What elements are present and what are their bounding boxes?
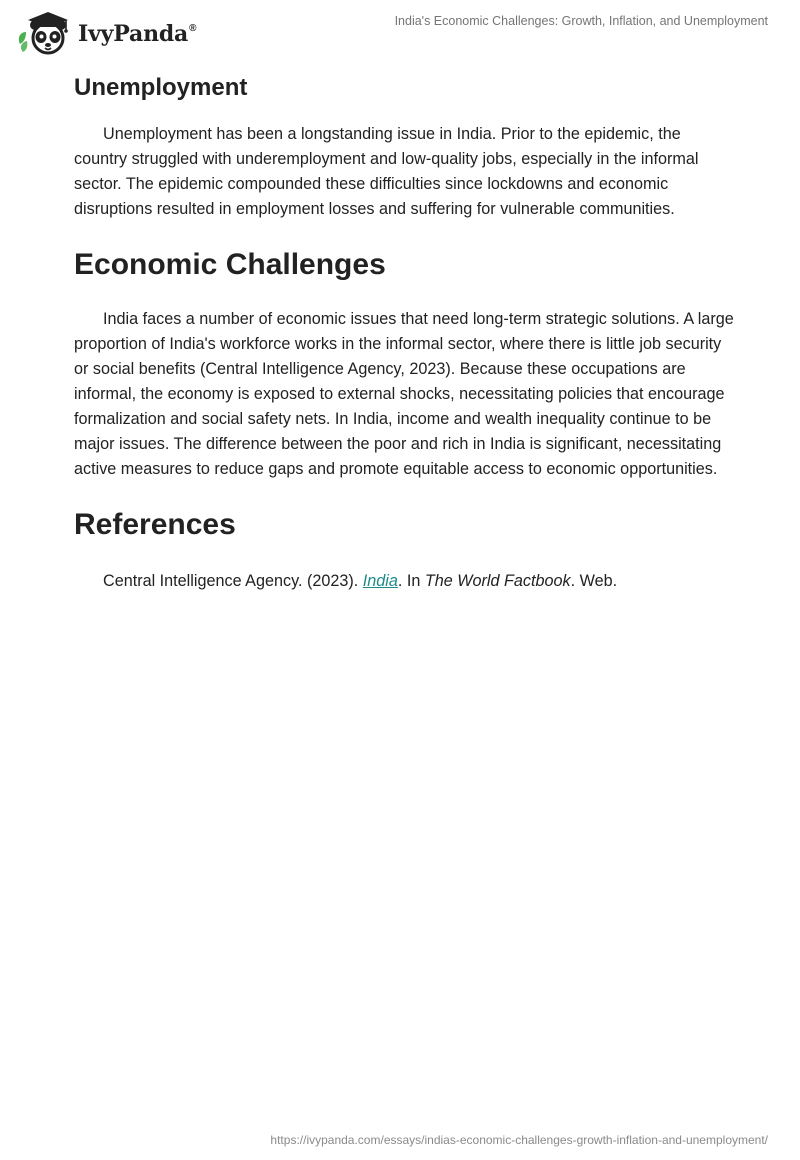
brand-name: IvyPanda® bbox=[78, 21, 197, 47]
paragraph-economic-challenges: India faces a number of economic issues that need long-term strategic solutions. A large proportion of India's workforce works in the informal sector, where there is little job security or social benefits (Central Intelligence Agency, 2023). Because these occupations are informal, the economy is exposed to external shocks, necessitating policies that encourage formalization and social safety nets. In India, income and wealth inequality continue to be major issues. The difference between the poor and rich in India is significant, necessitating active measures to reduce gaps and promote equitable access to economic opportunities. bbox=[74, 310, 734, 478]
document-title: India's Economic Challenges: Growth, Inflation, and Unemployment bbox=[394, 14, 768, 28]
reference-link-india[interactable]: India bbox=[362, 572, 398, 590]
heading-references: References bbox=[74, 508, 236, 541]
reference-source: The World Factbook bbox=[424, 572, 571, 590]
essay-content bbox=[74, 70, 734, 594]
heading-unemployment: Unemployment bbox=[74, 74, 248, 101]
ivypanda-logo[interactable] bbox=[16, 10, 196, 56]
page-header bbox=[0, 0, 800, 64]
reference-suffix: . Web. bbox=[570, 572, 618, 590]
reference-entry bbox=[74, 569, 734, 594]
panda-graduate-icon bbox=[16, 10, 78, 56]
reference-connector: . In bbox=[397, 572, 425, 590]
paragraph-unemployment: Unemployment has been a longstanding issue in India. Prior to the epidemic, the country struggled with underemployment and low-quality jobs, especially in the informal sector. The epidemic compounded these difficulties since lockdowns and economic disruptions resulted in employment losses and suffering for vulnerable communities. bbox=[74, 125, 699, 218]
heading-economic-challenges: Economic Challenges bbox=[74, 248, 386, 281]
registered-mark: ® bbox=[189, 23, 197, 34]
reference-authors: Central Intelligence Agency. (2023). bbox=[103, 572, 363, 590]
footer-url[interactable]: https://ivypanda.com/essays/indias-economic-challenges-growth-inflation-and-unemployment/ bbox=[270, 1133, 768, 1147]
